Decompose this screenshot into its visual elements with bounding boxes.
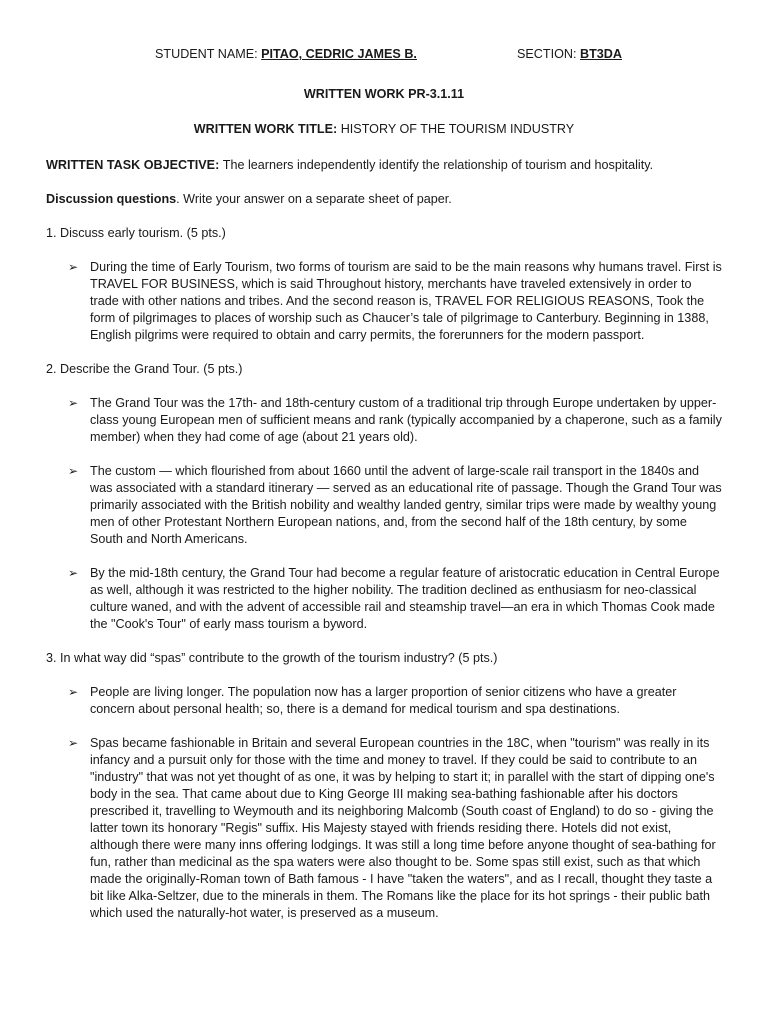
answer-item xyxy=(46,259,722,344)
answer-text: During the time of Early Tourism, two forms of tourism are said to be the main reasons why humans travel. First is TRAVEL FOR BUSINESS, which is said Throughout history, merchants have traveled extensively in order to trade with other nations and tribes. And the second reason is, TRAVEL FOR RELIGIOUS REASONS, Took the form of pilgrimages to places of worship such as Chaucer’s tale of pilgrimage to Canterbury. Beginning in 1388, English pilgrims were required to obtain and carry permits, the forerunners for the modern passport. xyxy=(90,260,722,342)
discussion-text: . Write your answer on a separate sheet of paper. xyxy=(176,192,452,206)
section-label: SECTION: xyxy=(517,47,580,61)
title-value: HISTORY OF THE TOURISM INDUSTRY xyxy=(340,122,575,136)
answer-text: Spas became fashionable in Britain and several European countries in the 18C, when "tourism" was really in its infancy and a pursuit only for those with the time and money to travel. If they could be said to contribute to an "industry" that was not yet thought of as one, it was by helping to start it; in parallel with the start of dipping one's body in the sea. That came about due to King George III making sea-bathing fashionable after his doctors prescribed it, travelling to Weymouth and its neighboring Malcomb (South coast of England) to do so - giving the latter town its honorary "Regis" suffix. His Majesty stayed with friends residing there. Hotels did not exist, although there were many inns offering lodgings. It was still a long time before anyone thought of sea-bathing for fun, rather than medicinal as the spa waters were also thought to be. Some spas still exist, such as that which made the originally-Roman town of Bath famous - I have "taken the waters", and as I recall, thought they taste a bit like Alka-Seltzer, due to the minerals in them. The Romans like the place for its hot springs - their public bath which used the naturally-hot water, is preserved as a museum. xyxy=(90,736,716,920)
written-work-code: WRITTEN WORK PR-3.1.11 xyxy=(303,87,465,101)
student-name-value: PITAO, CEDRIC JAMES B. xyxy=(261,47,417,61)
arrow-bullet-icon: ➢ xyxy=(68,260,79,274)
arrow-bullet-icon: ➢ xyxy=(68,736,79,750)
arrow-bullet-icon: ➢ xyxy=(68,464,79,478)
answer-item xyxy=(46,395,722,446)
answer-list-3 xyxy=(46,684,722,922)
arrow-bullet-icon: ➢ xyxy=(68,685,79,699)
arrow-bullet-icon: ➢ xyxy=(68,566,79,580)
arrow-bullet-icon: ➢ xyxy=(68,396,79,410)
section-line xyxy=(517,46,622,63)
answer-item xyxy=(46,735,722,922)
answer-text: People are living longer. The population now has a larger proportion of senior citizens who have a greater concern about personal health; so, there is a demand for medical tourism and spa destinations. xyxy=(90,685,677,716)
answer-text: The Grand Tour was the 17th- and 18th-century custom of a traditional trip through Europe undertaken by upper-class young European men of sufficient means and rank (typically accompanied by a chaperone, such as a family member) when they had come of age (about 21 years old). xyxy=(90,396,722,444)
written-work-title xyxy=(46,121,722,138)
title-label: WRITTEN WORK TITLE: xyxy=(193,122,341,136)
question-3: 3. In what way did “spas” contribute to the growth of the tourism industry? (5 pts.) xyxy=(46,651,498,665)
student-name-label: STUDENT NAME: xyxy=(155,47,262,61)
section-value: BT3DA xyxy=(579,47,622,61)
header-line xyxy=(46,46,722,64)
discussion-label: Discussion questions xyxy=(46,192,177,206)
objective-text: The learners independently identify the relationship of tourism and hospitality. xyxy=(222,158,654,172)
answer-item xyxy=(46,565,722,633)
student-name-line xyxy=(155,46,417,63)
answer-text: The custom — which flourished from about 1660 until the advent of large-scale rail transport in the 1840s and was associated with a standard itinerary — served as an educational rite of passage. Though the Grand Tour was primarily associated with the British nobility and wealthy landed gentry, similar trips were made by wealthy young men of other Protestant Northern European nations, and, from the second half of the 18th century, by some South and North Americans. xyxy=(90,464,722,546)
answer-list-1 xyxy=(46,259,722,344)
question-2: 2. Describe the Grand Tour. (5 pts.) xyxy=(46,362,243,376)
answer-item xyxy=(46,684,722,718)
question-1: 1. Discuss early tourism. (5 pts.) xyxy=(46,226,226,240)
discussion-instructions xyxy=(46,191,722,208)
task-objective xyxy=(46,157,722,174)
answer-item xyxy=(46,463,722,548)
answer-list-2 xyxy=(46,395,722,633)
objective-label: WRITTEN TASK OBJECTIVE: xyxy=(46,158,223,172)
answer-text: By the mid-18th century, the Grand Tour had become a regular feature of aristocratic education in Central Europe as well, although it was restricted to the higher nobility. The tradition declined as enthusiasm for neo-classical culture waned, and with the advent of accessible rail and steamship travel—an era in which Thomas Cook made the "Cook's Tour" of early mass tourism a byword. xyxy=(90,566,720,631)
